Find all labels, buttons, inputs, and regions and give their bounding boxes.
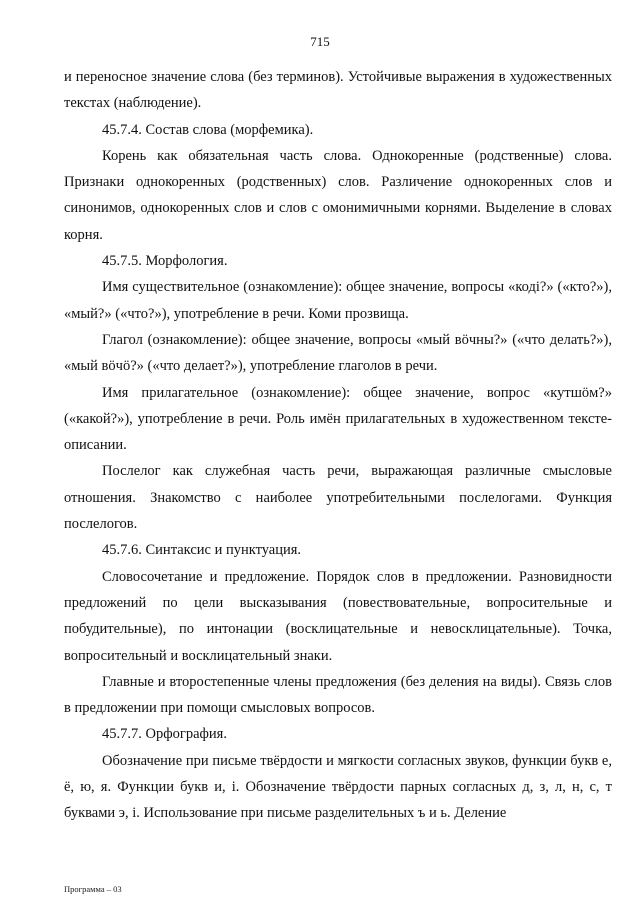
- paragraph-noun: Имя существительное (ознакомление): общее значение, вопросы «коді?» («кто?»), «мый?» («что?»), употребление в речи. Коми прозвища.: [64, 279, 612, 322]
- section-heading-morphology: 45.7.5. Морфология.: [102, 253, 228, 270]
- paragraph-orthography: Обозначение при письме твёрдости и мягкости согласных звуков, функции букв е, ё, ю, я. Функции букв и, і. Обозначение твёрдости парных согласных д, з, л, н, с, т буквами э, і. Использование при письме разделительных ъ и ь. Деление: [64, 752, 612, 822]
- paragraph-verb: Глагол (ознакомление): общее значение, вопросы «мый вӧчны?» («что делать?»), «мый вӧчӧ?» («что делает?»), употребление глаголов в речи.: [64, 331, 612, 375]
- section-heading-morphemics: 45.7.4. Состав слова (морфемика).: [102, 121, 314, 138]
- page-number: 715: [310, 34, 330, 49]
- section-heading-syntax: 45.7.6. Синтаксис и пунктуация.: [102, 542, 302, 559]
- paragraph-sentence: Словосочетание и предложение. Порядок слов в предложении. Разновидности предложений по цели высказывания (повествовательные, вопросительные и побудительные), по интонации (восклицательные и невосклицательные). Точка, вопросительный и восклицательный знаки.: [64, 568, 612, 664]
- paragraph-postposition: Послелог как служебная часть речи, выражающая различные смысловые отношения. Знакомство с наиболее употребительными послелогами. Функция послелогов.: [64, 463, 612, 533]
- footer-label: Программа – 03: [64, 884, 122, 894]
- paragraph-sentence-members: Главные и второстепенные члены предложения (без деления на виды). Связь слов в предложении при помощи смысловых вопросов.: [64, 673, 612, 717]
- paragraph-continuation: и переносное значение слова (без терминов). Устойчивые выражения в художественных текстах (наблюдение).: [64, 69, 612, 112]
- section-heading-orthography: 45.7.7. Орфография.: [102, 726, 227, 743]
- paragraph-adjective: Имя прилагательное (ознакомление): общее значение, вопрос «кутшӧм?» («какой?»), употребление в речи. Роль имён прилагательных в художественном тексте-описании.: [64, 384, 612, 454]
- document-body: [64, 64, 612, 827]
- paragraph-root: Корень как обязательная часть слова. Однокоренные (родственные) слова. Признаки однокоренных (родственных) слов. Различение однокоренных слов и синонимов, однокоренных слов и слов с омонимичными корнями. Выделение в словах корня.: [64, 147, 612, 243]
